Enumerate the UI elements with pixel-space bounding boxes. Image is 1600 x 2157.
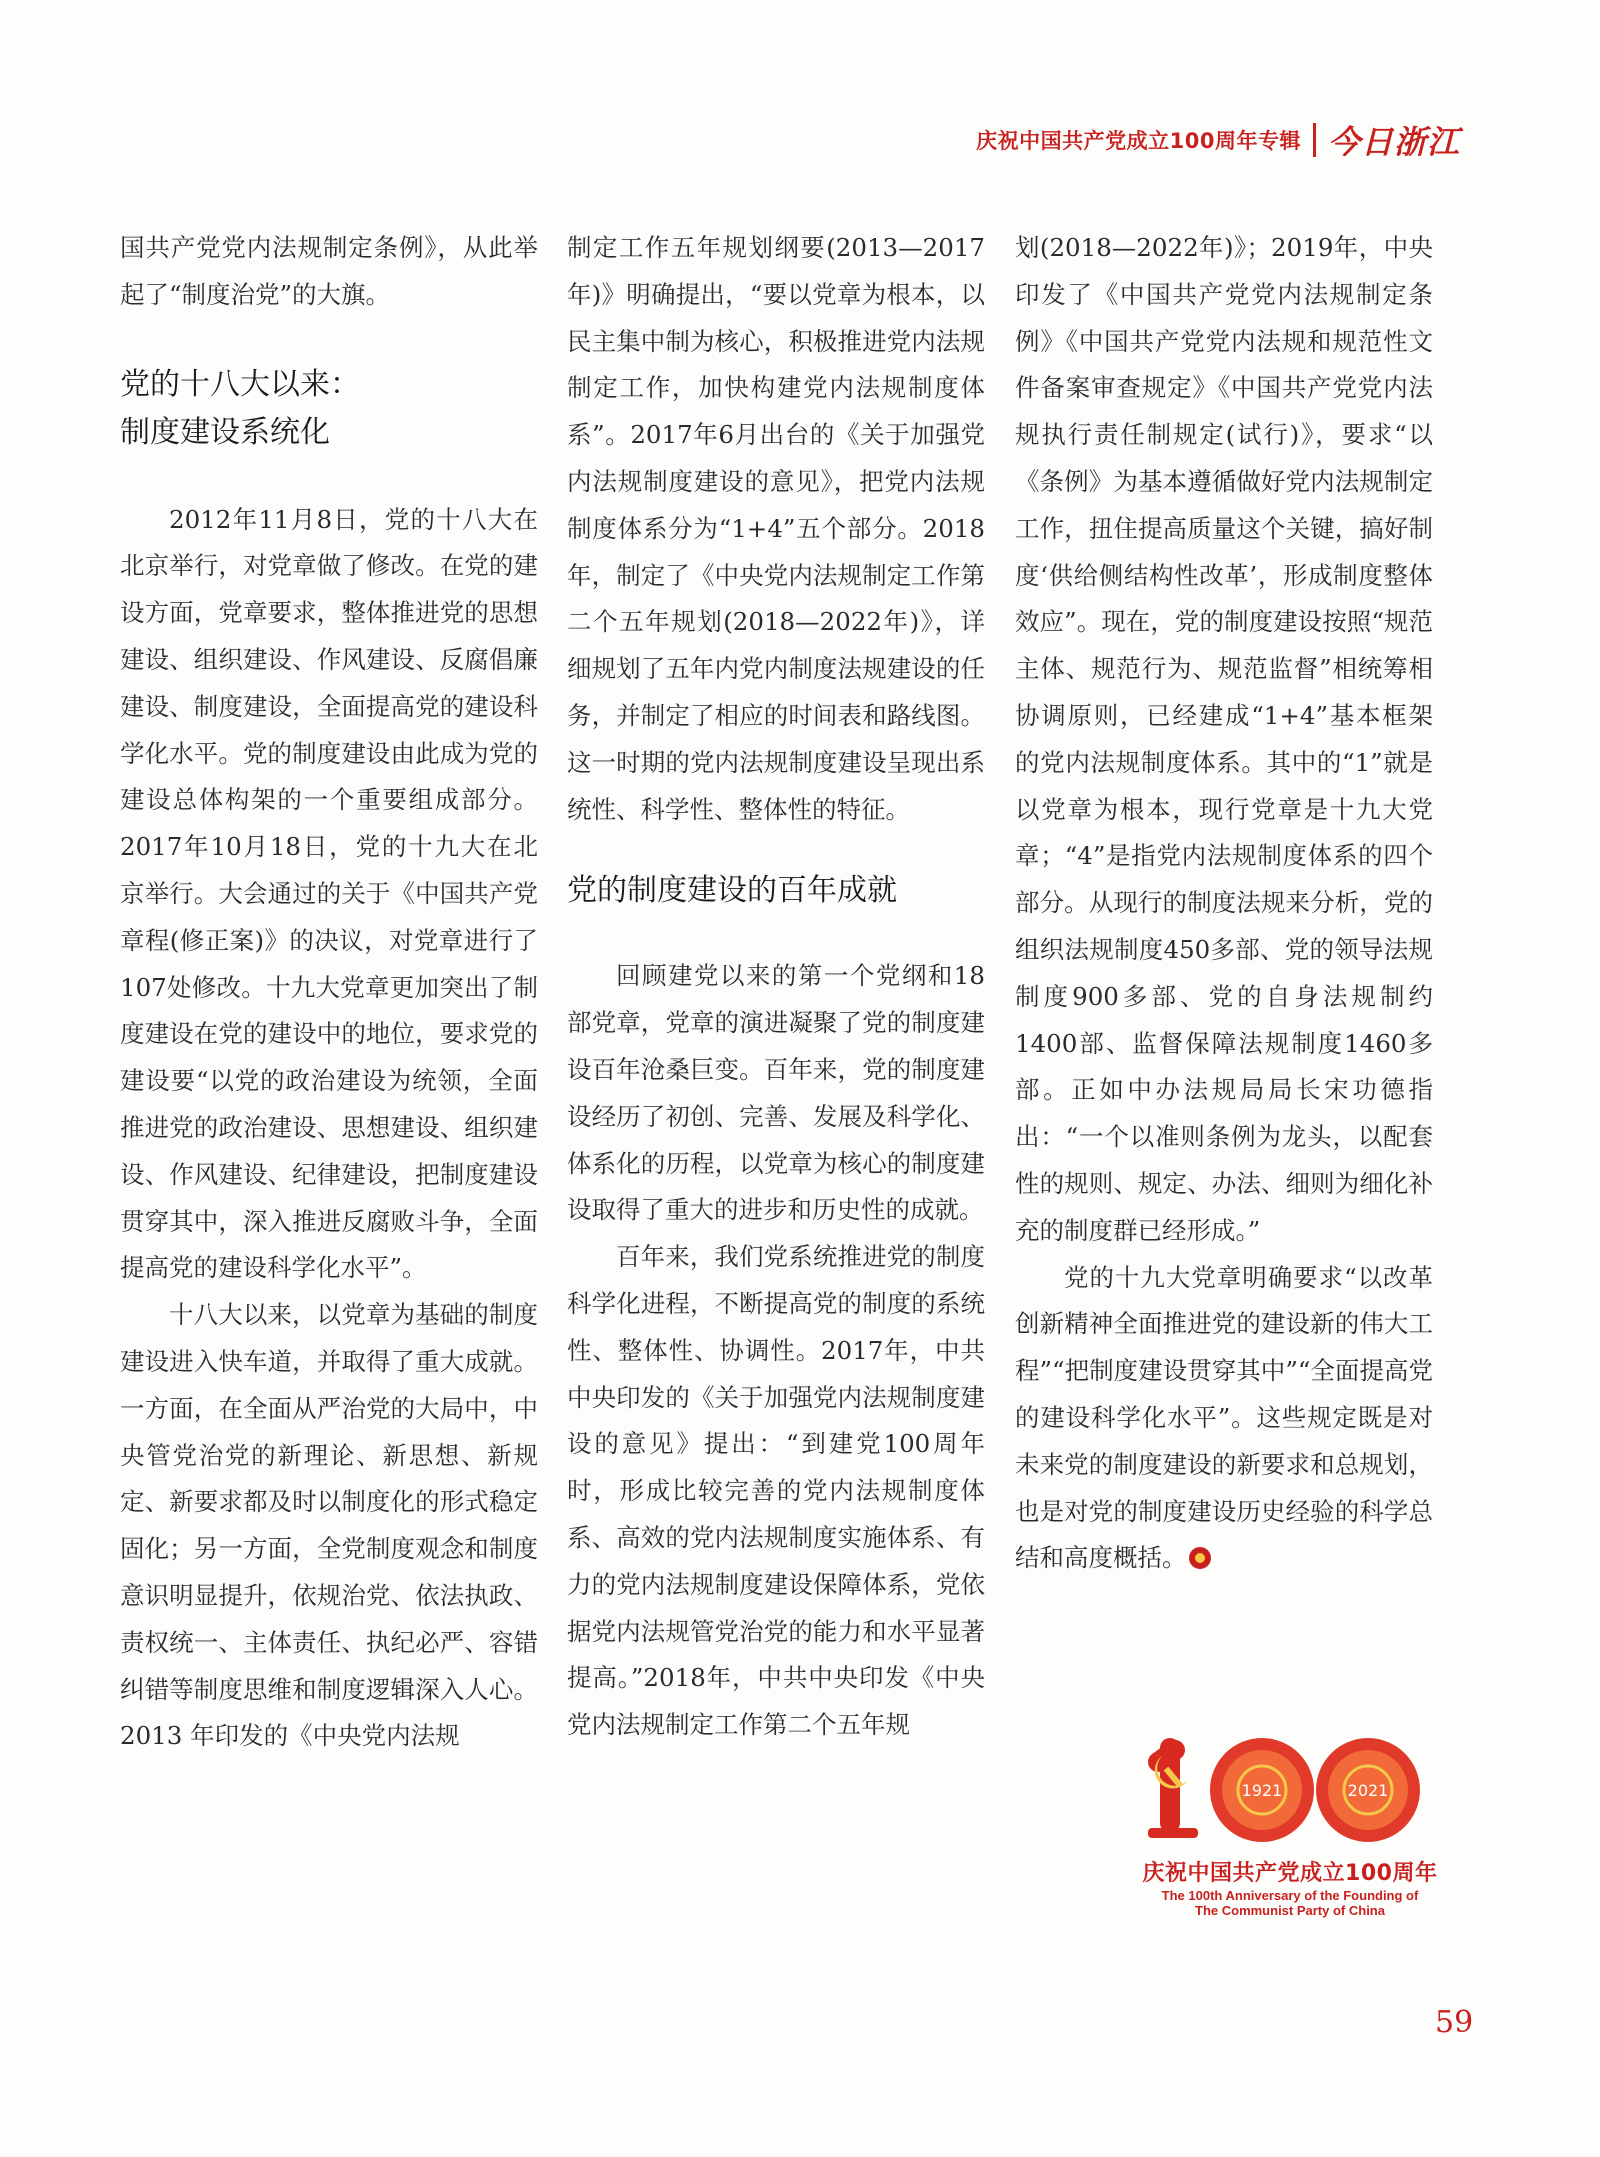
- centenary-emblem-icon: [1140, 1728, 1440, 1856]
- logo-caption-en: [1140, 1888, 1440, 1918]
- logo-caption-cn: 庆祝中国共产党成立100周年: [1142, 1861, 1438, 1886]
- column-1: [120, 225, 538, 1760]
- paragraph: 回顾建党以来的第一个党纲和18部党章，党章的演进凝聚了党的制度建设百年沧桑巨变。百年来，党的制度建设经历了初创、完善、发展及科学化、体系化的历程，以党章为核心的制度建设取得了重大的进步和历史性的成就。: [567, 961, 985, 1225]
- end-mark-icon: [1189, 1547, 1211, 1569]
- year-start: 1921: [1241, 1781, 1283, 1800]
- section-heading: 党的制度建设的百年成就: [567, 873, 897, 909]
- paragraph: 2012年11月8日，党的十八大在北京举行，对党章做了修改。在党的建设方面，党章要求，整体推进党的思想建设、组织建设、作风建设、反腐倡廉建设、制度建设，全面提高党的建设科学化水平。党的制度建设由此成为党的建设总体构架的一个重要组成部分。2017年10月18日，党的十九大在北京举行。大会通过的关于《中国共产党章程(修正案)》的决议，对党章进行了107处修改。十九大党章更加突出了制度建设在党的建设中的地位，要求党的建设要“以党的政治建设为统领，全面推进党的政治建设、思想建设、组织建设、作风建设、纪律建设，把制度建设贯穿其中，深入推进反腐败斗争，全面提高党的建设科学化水平”。: [120, 504, 538, 1283]
- paragraph: 制定工作五年规划纲要(2013—2017年)》明确提出，“要以党章为根本，以民主集中制为核心，积极推进党内法规制定工作，加快构建党内法规制度体系”。2017年6月出台的《关于加强党内法规制度建设的意见》，把党内法规制度体系分为“1+4”五个部分。2018年，制定了《中央党内法规制定工作第二个五年规划(2018—2022年)》，详细规划了五年内党内制度法规建设的任务，并制定了相应的时间表和路线图。这一时期的党内法规制度建设呈现出系统性、科学性、整体性的特征。: [567, 233, 985, 824]
- logo-caption-en-line: The 100th Anniversary of the Founding of: [1161, 1888, 1419, 1903]
- paragraph: 划(2018—2022年)》；2019年，中央印发了《中国共产党党内法规制定条例》《中国共产党党内法规和规范性文件备案审查规定》《中国共产党党内法规执行责任制规定(试行)》，要求“以《条例》为基本遵循做好党内法规制定工作，扭住提高质量这个关键，搞好制度‘供给侧结构性改革’，形成制度整体效应”。现在，党的制度建设按照“规范主体、规范行为、规范监督”相统筹相协调原则，已经建成“1+4”基本框架的党内法规制度体系。其中的“1”就是以党章为根本，现行党章是十九大党章；“4”是指党内法规制度体系的四个部分。从现行的制度法规来分析，党的组织法规制度450多部、党的领导法规制度900多部、党的自身法规制约1400部、监督保障法规制度1460多部。正如中办法规局局长宋功德指出：“一个以准则条例为龙头，以配套性的规则、规定、办法、细则为细化补充的制度群已经形成。”: [1015, 233, 1433, 1245]
- paragraph: 国共产党党内法规制定条例》，从此举起了“制度治党”的大旗。: [120, 233, 538, 309]
- paragraph: [1015, 1255, 1433, 1583]
- section-heading: [120, 361, 538, 457]
- year-end: 2021: [1347, 1781, 1389, 1800]
- logo-caption-en-line: The Communist Party of China: [1195, 1903, 1385, 1918]
- column-2: [567, 225, 985, 1749]
- header-topic: 庆祝中国共产党成立100周年专辑: [976, 129, 1301, 153]
- heading-line: 党的十八大以来：: [120, 366, 360, 402]
- paragraph: 十八大以来，以党章为基础的制度建设进入快车道，并取得了重大成就。一方面，在全面从严治党的大局中，中央管党治党的新理论、新思想、新规定、新要求都及时以制度化的形式稳定固化；另一方面，全党制度观念和制度意识明显提升，依规治党、依法执政、责权统一、主体责任、执纪必严、容错纠错等制度思维和制度逻辑深入人心。2013 年印发的《中央党内法规: [120, 1300, 538, 1751]
- paragraph: 百年来，我们党系统推进党的制度科学化进程，不断提高党的制度的系统性、整体性、协调性。2017年，中共中央印发的《关于加强党内法规制度建设的意见》提出：“到建党100周年时，形成比较完善的党内法规制度体系、高效的党内法规制度实施体系、有力的党内法规制度建设保障体系，党依据党内法规管党治党的能力和水平显著提高。”2018年，中共中央印发《中央党内法规制定工作第二个五年规: [567, 1242, 985, 1740]
- running-header: [976, 118, 1460, 162]
- centenary-logo: [1140, 1728, 1440, 1928]
- magazine-logo: 今日浙江: [1327, 123, 1460, 161]
- heading-line: 制度建设系统化: [120, 414, 330, 450]
- column-3: [1015, 225, 1433, 1582]
- page-number: 59: [1435, 2005, 1474, 2040]
- paragraph-text: 党的十九大党章明确要求“以改革创新精神全面推进党的建设新的伟大工程”“把制度建设贯穿其中”“全面提高党的建设科学化水平”。这些规定既是对未来党的制度建设的新要求和总规划，也是对党的制度建设历史经验的科学总结和高度概括。: [1015, 1262, 1433, 1573]
